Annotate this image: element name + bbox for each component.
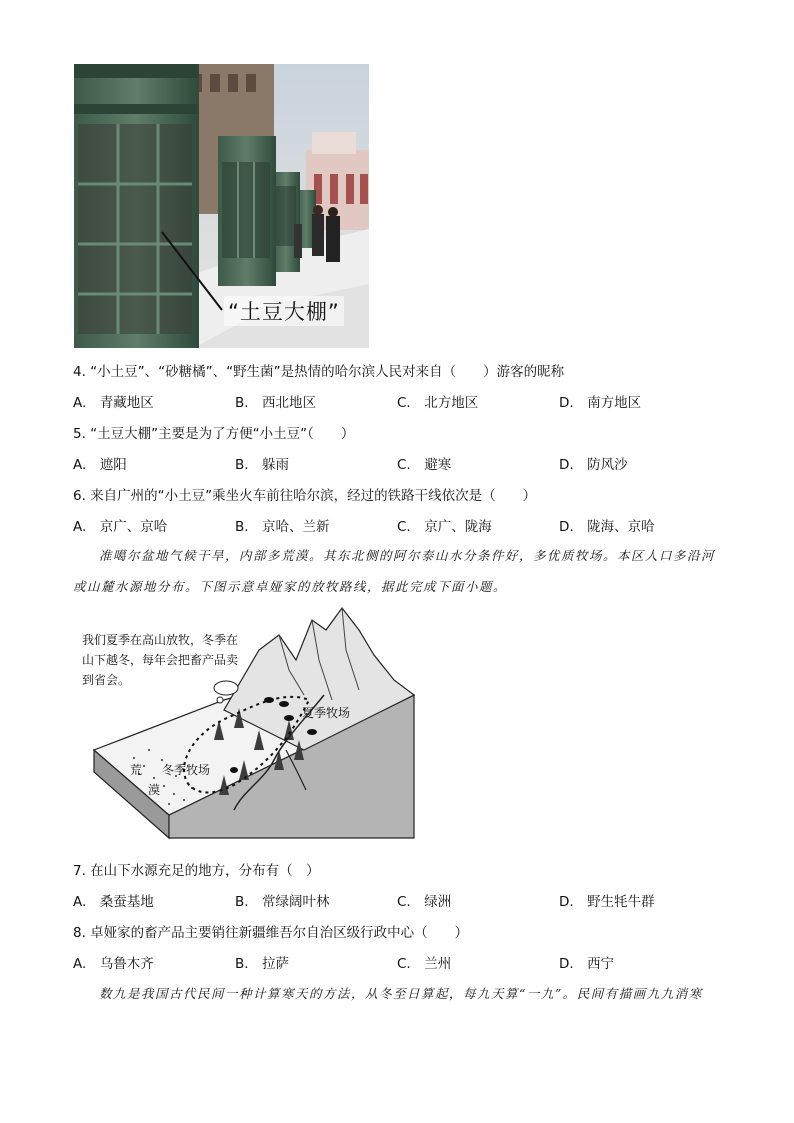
question-6-option-a[interactable]: A. 京广、京哈 <box>73 519 168 535</box>
herder-speech-line-1: 我们夏季在高山放牧，冬季在 <box>82 633 239 647</box>
question-5-option-d[interactable]: D. 防风沙 <box>559 457 628 473</box>
question-8-stem: 8. 卓娅家的畜产品主要销往新疆维吾尔自治区级行政中心（ ） <box>73 925 469 941</box>
question-8-option-a[interactable]: A. 乌鲁木齐 <box>73 956 154 972</box>
question-4-option-a[interactable]: A. 青藏地区 <box>73 395 154 411</box>
summer-pasture-label: 夏季牧场 <box>302 706 351 720</box>
question-4-option-c[interactable]: C. 北方地区 <box>397 395 479 411</box>
herder-speech-line-3: 到省会。 <box>82 673 131 687</box>
question-5-option-a[interactable]: A. 遮阳 <box>73 457 127 473</box>
question-4-stem: 4. “小土豆”、“砂糖橘”、“野生菌”是热情的哈尔滨人民对来自（ ）游客的昵称 <box>73 364 565 380</box>
winter-pasture-label: 冬季牧场 <box>162 763 211 777</box>
reading-passage-1 <box>73 540 723 602</box>
question-7-option-a[interactable]: A. 桑蚕基地 <box>73 894 154 910</box>
question-5-option-b[interactable]: B. 躲雨 <box>235 457 290 473</box>
reading-passage-2 <box>73 978 723 1009</box>
question-5-option-c[interactable]: C. 避寒 <box>397 457 452 473</box>
question-5-stem: 5. “土豆大棚”主要是为了方便“小土豆”（ ） <box>73 426 355 442</box>
question-7-option-b[interactable]: B. 常绿阔叶林 <box>235 894 330 910</box>
herder-speech <box>82 630 238 690</box>
question-4-option-b[interactable]: B. 西北地区 <box>235 395 317 411</box>
question-8-option-c[interactable]: C. 兰州 <box>397 956 452 972</box>
question-4-option-d[interactable]: D. 南方地区 <box>559 395 642 411</box>
question-6-option-c[interactable]: C. 京广、陇海 <box>397 519 492 535</box>
harbin-street-photo <box>74 64 369 348</box>
desert-label-1: 荒 <box>130 763 143 777</box>
grazing-route-diagram <box>74 600 419 842</box>
question-7-option-c[interactable]: C. 绿洲 <box>397 894 452 910</box>
herder-speech-line-2: 山下越冬，每年会把畜产品卖 <box>82 653 239 667</box>
question-8-option-d[interactable]: D. 西宁 <box>559 956 615 972</box>
photo-caption: “土豆大棚” <box>224 296 344 326</box>
question-6-option-b[interactable]: B. 京哈、兰新 <box>235 519 330 535</box>
desert-label-2: 漠 <box>148 783 161 797</box>
passage-1-line-2: 或山麓水源地分布。下图示意卓娅家的放牧路线，据此完成下面小题。 <box>73 579 508 594</box>
passage-2-line-1: 数九是我国古代民间一种计算寒天的方法，从冬至日算起，每九天算“一九”。民间有描画九九消寒 <box>99 986 703 1001</box>
question-7-option-d[interactable]: D. 野生牦牛群 <box>559 894 655 910</box>
question-8-option-b[interactable]: B. 拉萨 <box>235 956 290 972</box>
question-6-option-d[interactable]: D. 陇海、京哈 <box>559 519 655 535</box>
question-6-stem: 6. 来自广州的“小土豆”乘坐火车前往哈尔滨，经过的铁路干线依次是（ ） <box>73 488 537 504</box>
question-7-stem: 7. 在山下水源充足的地方，分布有（ ） <box>73 863 320 879</box>
passage-1-line-1: 准噶尔盆地气候干旱，内部多荒漠。其东北侧的阿尔泰山水分条件好，多优质牧场。本区人口多沿河 <box>99 548 716 563</box>
